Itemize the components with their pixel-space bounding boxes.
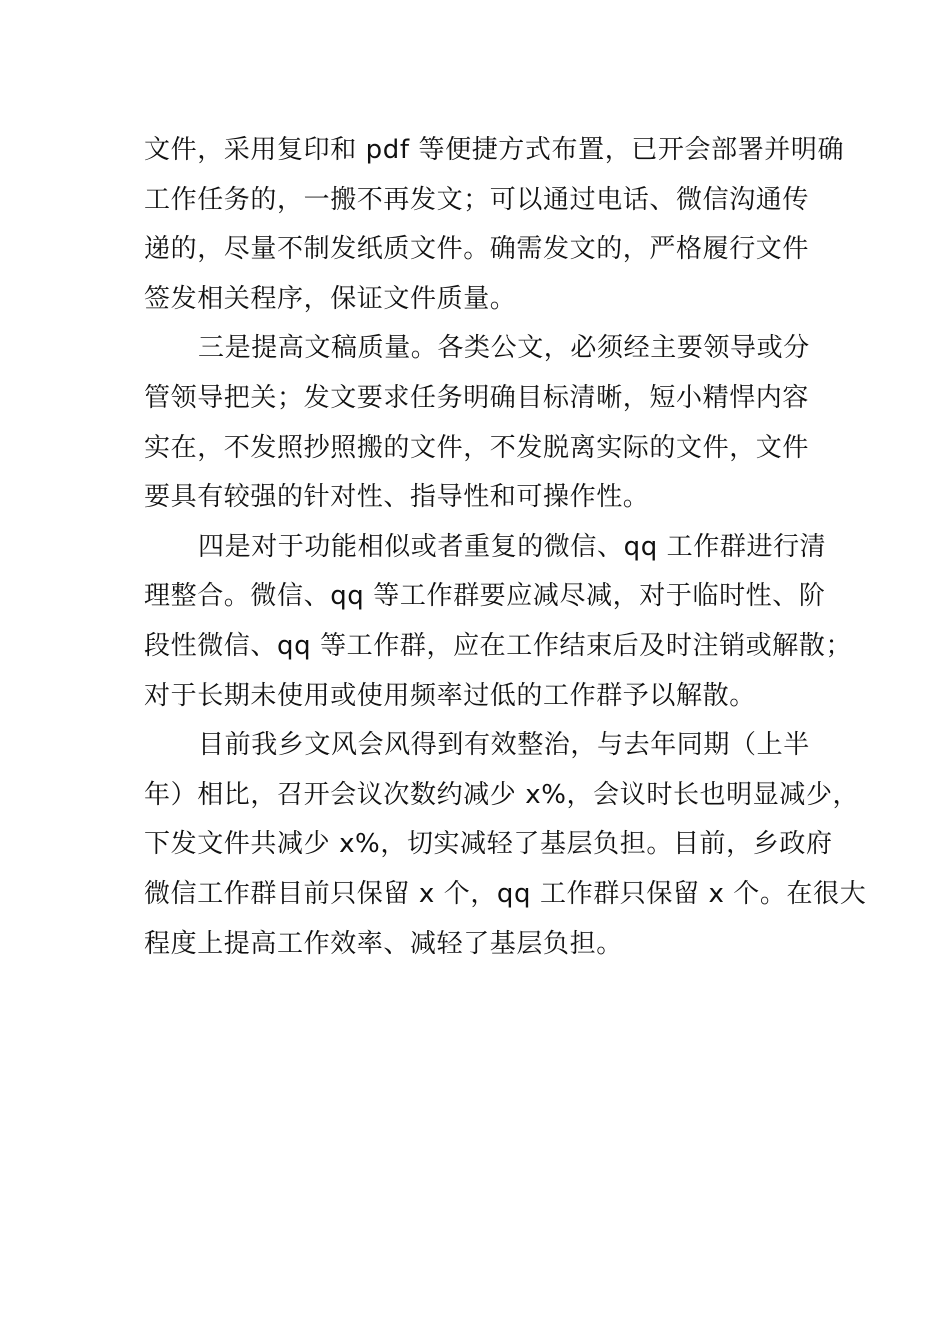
text-line: 要具有较强的针对性、指导性和可操作性。 (144, 482, 650, 513)
text-line: 年）相比，召开会议次数约减少 x%，会议时长也明显减少， (144, 779, 860, 810)
text-line: 对于长期未使用或使用频率过低的工作群予以解散。 (144, 680, 756, 711)
text-line: 管领导把关；发文要求任务明确目标清晰，短小精悍内容 (144, 382, 810, 413)
paragraph-improve-draft-quality (144, 324, 844, 522)
paragraph-continuation (144, 126, 844, 324)
text-line: 下发文件共减少 x%，切实减轻了基层负担。目前，乡政府 (144, 829, 833, 860)
text-line: 文件，采用复印和 pdf 等便捷方式布置，已开会部署并明确 (144, 135, 845, 165)
text-line: 三是提高文稿质量。各类公文，必须经主要领导或分 (198, 333, 810, 364)
text-line: 程度上提高工作效率、减轻了基层负担。 (144, 928, 623, 959)
text-line: 签发相关程序，保证文件质量。 (144, 283, 517, 314)
text-line: 微信工作群目前只保留 x 个，qq 工作群只保留 x 个。在很大 (144, 878, 867, 909)
text-line: 工作任务的，一搬不再发文；可以通过电话、微信沟通传 (144, 184, 810, 215)
paragraph-results-summary (144, 721, 867, 969)
text-line: 理整合。微信、qq 等工作群要应减尽减，对于临时性、阶 (144, 581, 826, 612)
text-line: 四是对于功能相似或者重复的微信、qq 工作群进行清 (198, 531, 827, 562)
text-line: 段性微信、qq 等工作群，应在工作结束后及时注销或解散； (144, 630, 853, 661)
text-line: 实在，不发照抄照搬的文件，不发脱离实际的文件，文件 (144, 432, 810, 463)
paragraph-work-group-consolidation (144, 523, 853, 721)
document-body (144, 126, 867, 969)
text-line: 目前我乡文风会风得到有效整治，与去年同期（上半 (198, 730, 810, 761)
text-line: 递的，尽量不制发纸质文件。确需发文的，严格履行文件 (144, 234, 810, 265)
